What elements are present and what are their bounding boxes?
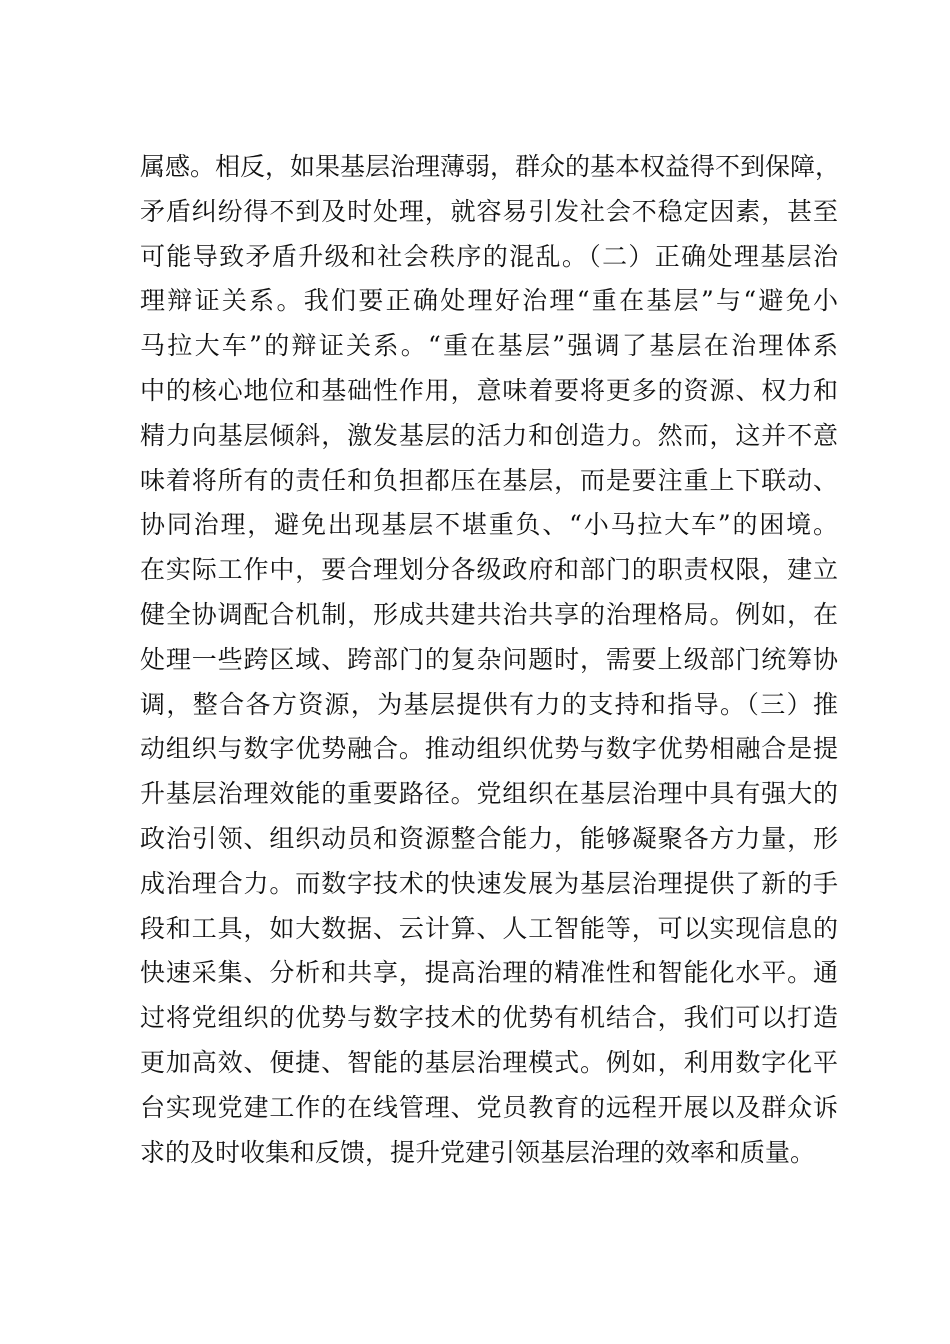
text-line: 理辩证关系。我们要正确处理好治理“重在基层”与“避免小: [140, 286, 838, 316]
document-body: [140, 145, 841, 1175]
text-line: 处理一些跨区域、跨部门的复杂问题时，需要上级部门统筹协: [140, 644, 838, 674]
text-line: 马拉大车”的辩证关系。“重在基层”强调了基层在治理体系: [140, 331, 838, 361]
text-line: 政治引领、组织动员和资源整合能力，能够凝聚各方力量，形: [140, 823, 838, 853]
text-line: 协同治理，避免出现基层不堪重负、“小马拉大车”的困境。: [140, 510, 838, 540]
text-line: 更加高效、便捷、智能的基层治理模式。例如，利用数字化平: [140, 1047, 838, 1077]
text-line: 求的及时收集和反馈，提升党建引领基层治理的效率和质量。: [140, 1137, 816, 1167]
text-line: 段和工具，如大数据、云计算、人工智能等，可以实现信息的: [140, 913, 838, 943]
text-line: 动组织与数字优势融合。推动组织优势与数字优势相融合是提: [140, 734, 838, 764]
text-line: 精力向基层倾斜，激发基层的活力和创造力。然而，这并不意: [140, 420, 838, 450]
text-line: 快速采集、分析和共享，提高治理的精准性和智能化水平。通: [140, 958, 838, 988]
text-line: 调，整合各方资源，为基层提供有力的支持和指导。（三）推: [140, 689, 838, 719]
text-line: 可能导致矛盾升级和社会秩序的混乱。（二）正确处理基层治: [140, 241, 838, 271]
text-line: 属感。相反，如果基层治理薄弱，群众的基本权益得不到保障，: [140, 152, 841, 181]
text-line: 过将党组织的优势与数字技术的优势有机结合，我们可以打造: [140, 1003, 838, 1033]
text-line: 矛盾纠纷得不到及时处理，就容易引发社会不稳定因素，甚至: [140, 196, 838, 226]
text-line: 升基层治理效能的重要路径。党组织在基层治理中具有强大的: [140, 779, 838, 809]
text-line: 健全协调配合机制，形成共建共治共享的治理格局。例如，在: [140, 599, 838, 629]
text-line: 在实际工作中，要合理划分各级政府和部门的职责权限，建立: [140, 555, 838, 585]
text-line: 成治理合力。而数字技术的快速发展为基层治理提供了新的手: [140, 868, 838, 898]
text-line: 味着将所有的责任和负担都压在基层，而是要注重上下联动、: [140, 465, 838, 495]
text-line: 台实现党建工作的在线管理、党员教育的远程开展以及群众诉: [140, 1092, 838, 1122]
text-line: 中的核心地位和基础性作用，意味着要将更多的资源、权力和: [140, 375, 838, 405]
